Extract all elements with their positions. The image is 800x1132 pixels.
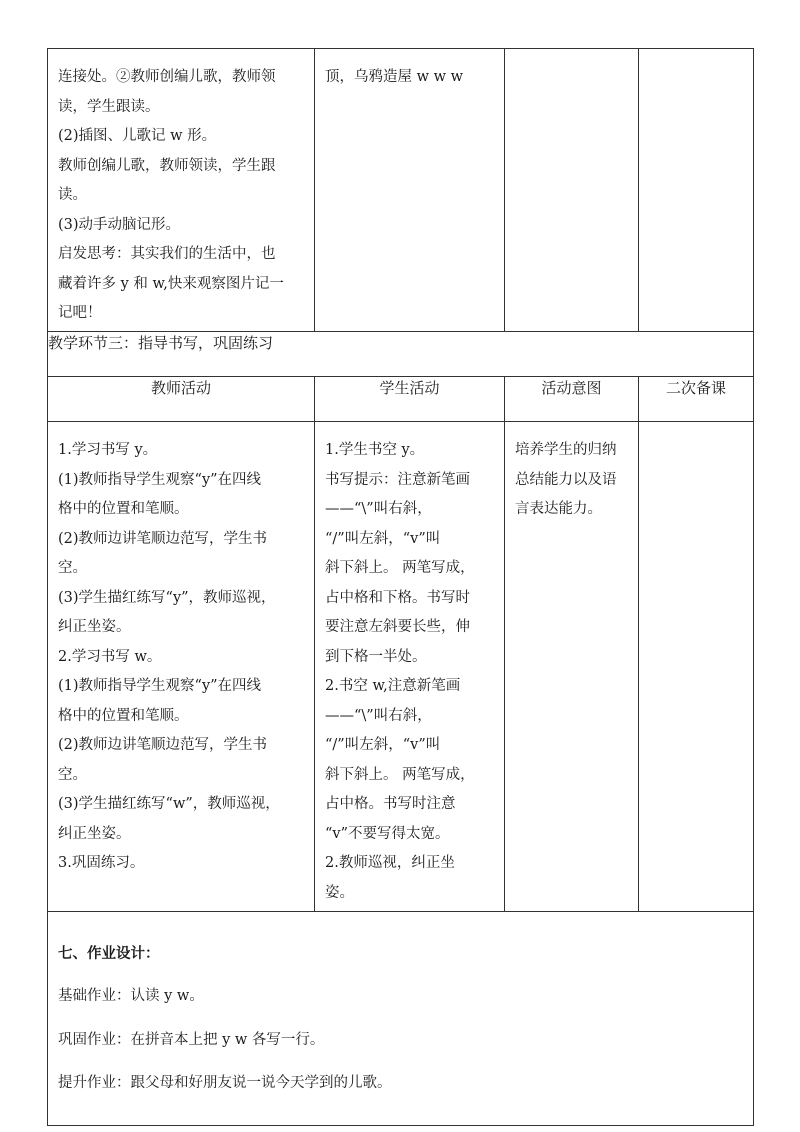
homework-heading: 七、作业设计： — [58, 944, 160, 962]
text-line: 顶，乌鸦造屋 w w w — [325, 69, 464, 85]
text-line: 斜下斜上。 两笔写成， — [325, 766, 475, 783]
text-line: 空。 — [58, 560, 87, 576]
text-line: 格中的位置和笔顺。 — [58, 501, 189, 517]
second-prep-cell — [639, 422, 754, 912]
text-line: ——“\”叫右斜， — [325, 707, 432, 724]
text-line: 1.学习书写 y。 — [58, 442, 158, 458]
text-line: 3.巩固练习。 — [58, 855, 145, 871]
text-line: 2.学习书写 w。 — [58, 648, 162, 665]
student-activity-text — [315, 422, 504, 908]
text-line: 占中格。书写时注意 — [325, 796, 456, 812]
text-line: (3)动手动脑记形。 — [58, 216, 181, 233]
student-activity-text — [315, 49, 504, 93]
intent-cell — [505, 422, 639, 912]
homework-lines — [58, 982, 745, 1098]
homework-line: 提升作业：跟父母和好朋友说一说今天学到的儿歌。 — [58, 1075, 392, 1091]
text-line: ——“\”叫右斜， — [325, 501, 432, 517]
text-line: 1.学生书空 y。 — [325, 442, 425, 458]
homework-row — [48, 912, 754, 1126]
teacher-activity-text — [48, 49, 314, 329]
text-line: 到下格一半处。 — [325, 648, 427, 665]
homework-line: 基础作业：认读 y w。 — [58, 988, 204, 1004]
text-line: (2)教师边讲笔顺边范写，学生书 — [58, 530, 268, 547]
text-line: 培养学生的归纳 — [515, 442, 617, 458]
text-line: 教师创编儿歌，教师领读，学生跟 — [58, 157, 276, 174]
teacher-activity-text — [48, 422, 314, 879]
header-row — [48, 377, 754, 422]
header-activity-intent: 活动意图 — [505, 377, 639, 422]
main-activity-row — [48, 422, 754, 912]
text-line: 总结能力以及语 — [515, 471, 617, 488]
text-line: 藏着许多 y 和 w,快来观察图片记一 — [58, 275, 284, 292]
text-line: (3)学生描红练写“y”，教师巡视， — [58, 589, 276, 606]
second-prep-cell-top — [639, 49, 754, 332]
text-line: (3)学生描红练写“w”，教师巡视， — [58, 796, 280, 812]
text-line: “/”叫左斜，“v”叫 — [325, 530, 441, 547]
text-line: 2.书空 w,注意新笔画 — [325, 678, 461, 694]
teacher-activity-cell — [48, 422, 315, 912]
section-row — [48, 332, 754, 377]
text-line: 2.教师巡视，纠正坐 — [325, 855, 455, 871]
intent-cell-top — [505, 49, 639, 332]
text-line: 读，学生跟读。 — [58, 98, 160, 115]
text-line: 空。 — [58, 766, 87, 783]
text-line: 格中的位置和笔顺。 — [58, 707, 189, 724]
section-title: 教学环节三：指导书写，巩固练习 — [48, 332, 754, 377]
text-line: 书写提示：注意新笔画 — [325, 471, 470, 488]
text-line: 纠正坐姿。 — [58, 825, 131, 842]
homework-section — [48, 912, 753, 1125]
text-line: 姿。 — [325, 884, 354, 901]
student-activity-cell — [315, 422, 505, 912]
text-line: 要注意左斜要长些，伸 — [325, 619, 470, 635]
text-line: (2)插图、儿歌记 w 形。 — [58, 128, 217, 144]
header-teacher-activity: 教师活动 — [48, 377, 315, 422]
continuation-row — [48, 49, 754, 332]
activity-intent-text — [505, 422, 638, 525]
text-line: “v”不要写得太宽。 — [325, 825, 450, 842]
homework-cell — [48, 912, 754, 1126]
text-line: “/”叫左斜，“v”叫 — [325, 737, 441, 753]
text-line: 读。 — [58, 187, 87, 203]
lesson-plan-table — [47, 48, 754, 1126]
header-second-prep: 二次备课 — [639, 377, 754, 422]
homework-line: 巩固作业：在拼音本上把 y w 各写一行。 — [58, 1031, 325, 1048]
text-line: 记吧！ — [58, 305, 102, 321]
text-line: (1)教师指导学生观察“y”在四线 — [58, 471, 262, 488]
text-line: 言表达能力。 — [515, 501, 602, 517]
student-activity-cell-top — [315, 49, 505, 332]
text-line: (2)教师边讲笔顺边范写，学生书 — [58, 737, 268, 753]
text-line: 斜下斜上。 两笔写成， — [325, 560, 475, 576]
text-line: 占中格和下格。书写时 — [325, 589, 470, 606]
text-line: 纠正坐姿。 — [58, 619, 131, 635]
teacher-activity-cell-top — [48, 49, 315, 332]
header-student-activity: 学生活动 — [315, 377, 505, 422]
text-line: (1)教师指导学生观察“y”在四线 — [58, 678, 262, 694]
text-line: 启发思考：其实我们的生活中，也 — [58, 246, 276, 262]
text-line: 连接处。②教师创编儿歌，教师领 — [58, 69, 276, 85]
